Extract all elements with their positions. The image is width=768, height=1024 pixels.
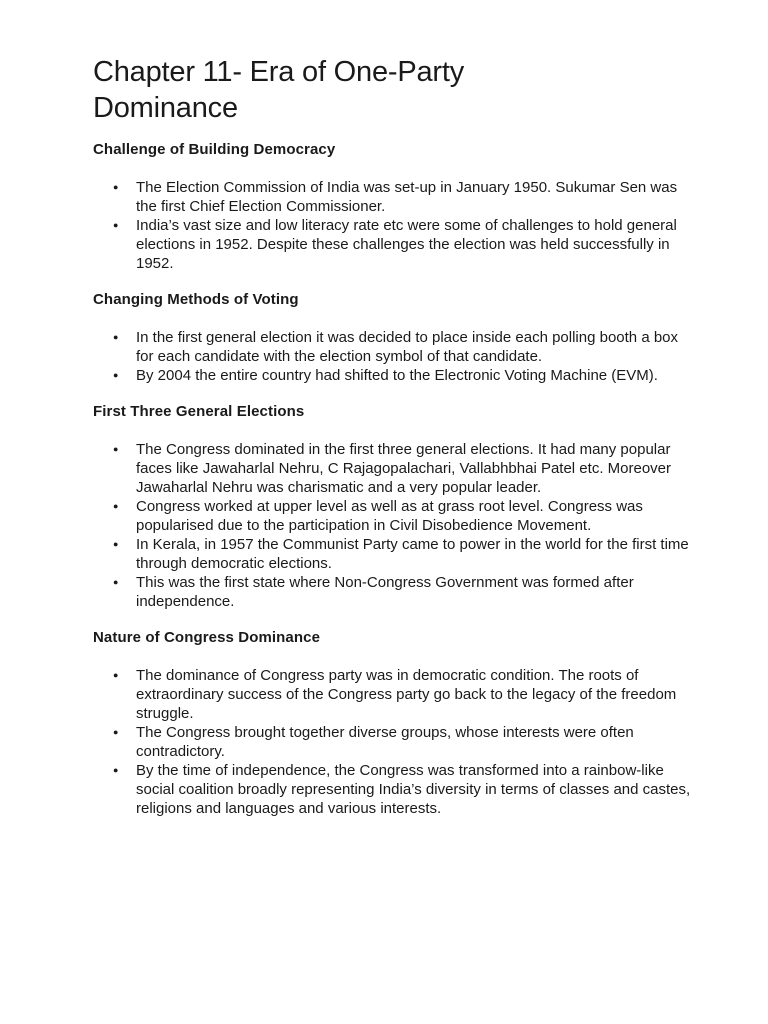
list-item-text: The Congress brought together diverse groups, whose interests were often contradictory.	[136, 724, 634, 760]
list-item-text: The Election Commission of India was set-up in January 1950. Sukumar Sen was the first Chief Election Commissioner.	[136, 179, 678, 215]
list-item	[93, 573, 693, 611]
section-nature-of-congress-dominance	[93, 629, 693, 818]
section-first-three-general-elections	[93, 403, 693, 611]
section-heading: Challenge of Building Democracy	[93, 141, 336, 158]
list-item-text: The dominance of Congress party was in democratic condition. The roots of extraordinary success of the Congress party go back to the legacy of the freedom struggle.	[136, 667, 677, 722]
list-item	[93, 216, 693, 273]
bullet-list	[93, 178, 693, 273]
section-challenge-of-building-democracy	[93, 141, 693, 273]
bullet-list	[93, 440, 693, 611]
section-heading: First Three General Elections	[93, 403, 305, 420]
bullet-list	[93, 328, 693, 385]
page-title-line-2: Dominance	[93, 92, 238, 124]
list-item	[93, 440, 693, 497]
list-item	[93, 366, 693, 385]
list-item	[93, 497, 693, 535]
list-item	[93, 723, 693, 761]
list-item	[93, 328, 693, 366]
list-item	[93, 178, 693, 216]
section-changing-methods-of-voting	[93, 291, 693, 385]
section-heading: Changing Methods of Voting	[93, 291, 299, 308]
list-item-text: By 2004 the entire country had shifted to the Electronic Voting Machine (EVM).	[136, 367, 658, 384]
bullet-icon: ●	[113, 765, 119, 775]
list-item-text: By the time of independence, the Congress was transformed into a rainbow-like social coalition broadly representing India’s diversity in terms of classes and castes, religions and languages and various interests.	[136, 762, 691, 817]
bullet-icon: ●	[113, 332, 119, 342]
bullet-icon: ●	[113, 501, 119, 511]
bullet-icon: ●	[113, 727, 119, 737]
bullet-icon: ●	[113, 444, 119, 454]
bullet-icon: ●	[113, 220, 119, 230]
list-item-text: Congress worked at upper level as well as at grass root level. Congress was popularised due to the participation in Civil Disobedience Movement.	[136, 498, 643, 534]
list-item-text: This was the first state where Non-Congress Government was formed after independence.	[136, 574, 634, 610]
bullet-icon: ●	[113, 539, 119, 549]
list-item-text: India’s vast size and low literacy rate etc were some of challenges to hold general elections in 1952. Despite these challenges the election was held successfully in 1952.	[136, 217, 677, 272]
page-title	[93, 54, 693, 126]
list-item-text: In the first general election it was decided to place inside each polling booth a box for each candidate with the election symbol of that candidate.	[136, 329, 679, 365]
list-item-text: The Congress dominated in the first three general elections. It had many popular faces like Jawaharlal Nehru, C Rajagopalachari, Vallabhbhai Patel etc. Moreover Jawaharlal Nehru was charismatic and a very popular leader.	[136, 441, 672, 496]
document-page	[93, 54, 693, 836]
bullet-icon: ●	[113, 577, 119, 587]
list-item	[93, 761, 693, 818]
list-item-text: In Kerala, in 1957 the Communist Party came to power in the world for the first time through democratic elections.	[136, 536, 689, 572]
bullet-icon: ●	[113, 182, 119, 192]
page-title-line-1: Chapter 11- Era of One-Party	[93, 56, 465, 88]
bullet-icon: ●	[113, 370, 119, 380]
list-item	[93, 666, 693, 723]
list-item	[93, 535, 693, 573]
section-heading: Nature of Congress Dominance	[93, 629, 321, 646]
bullet-list	[93, 666, 693, 818]
bullet-icon: ●	[113, 670, 119, 680]
